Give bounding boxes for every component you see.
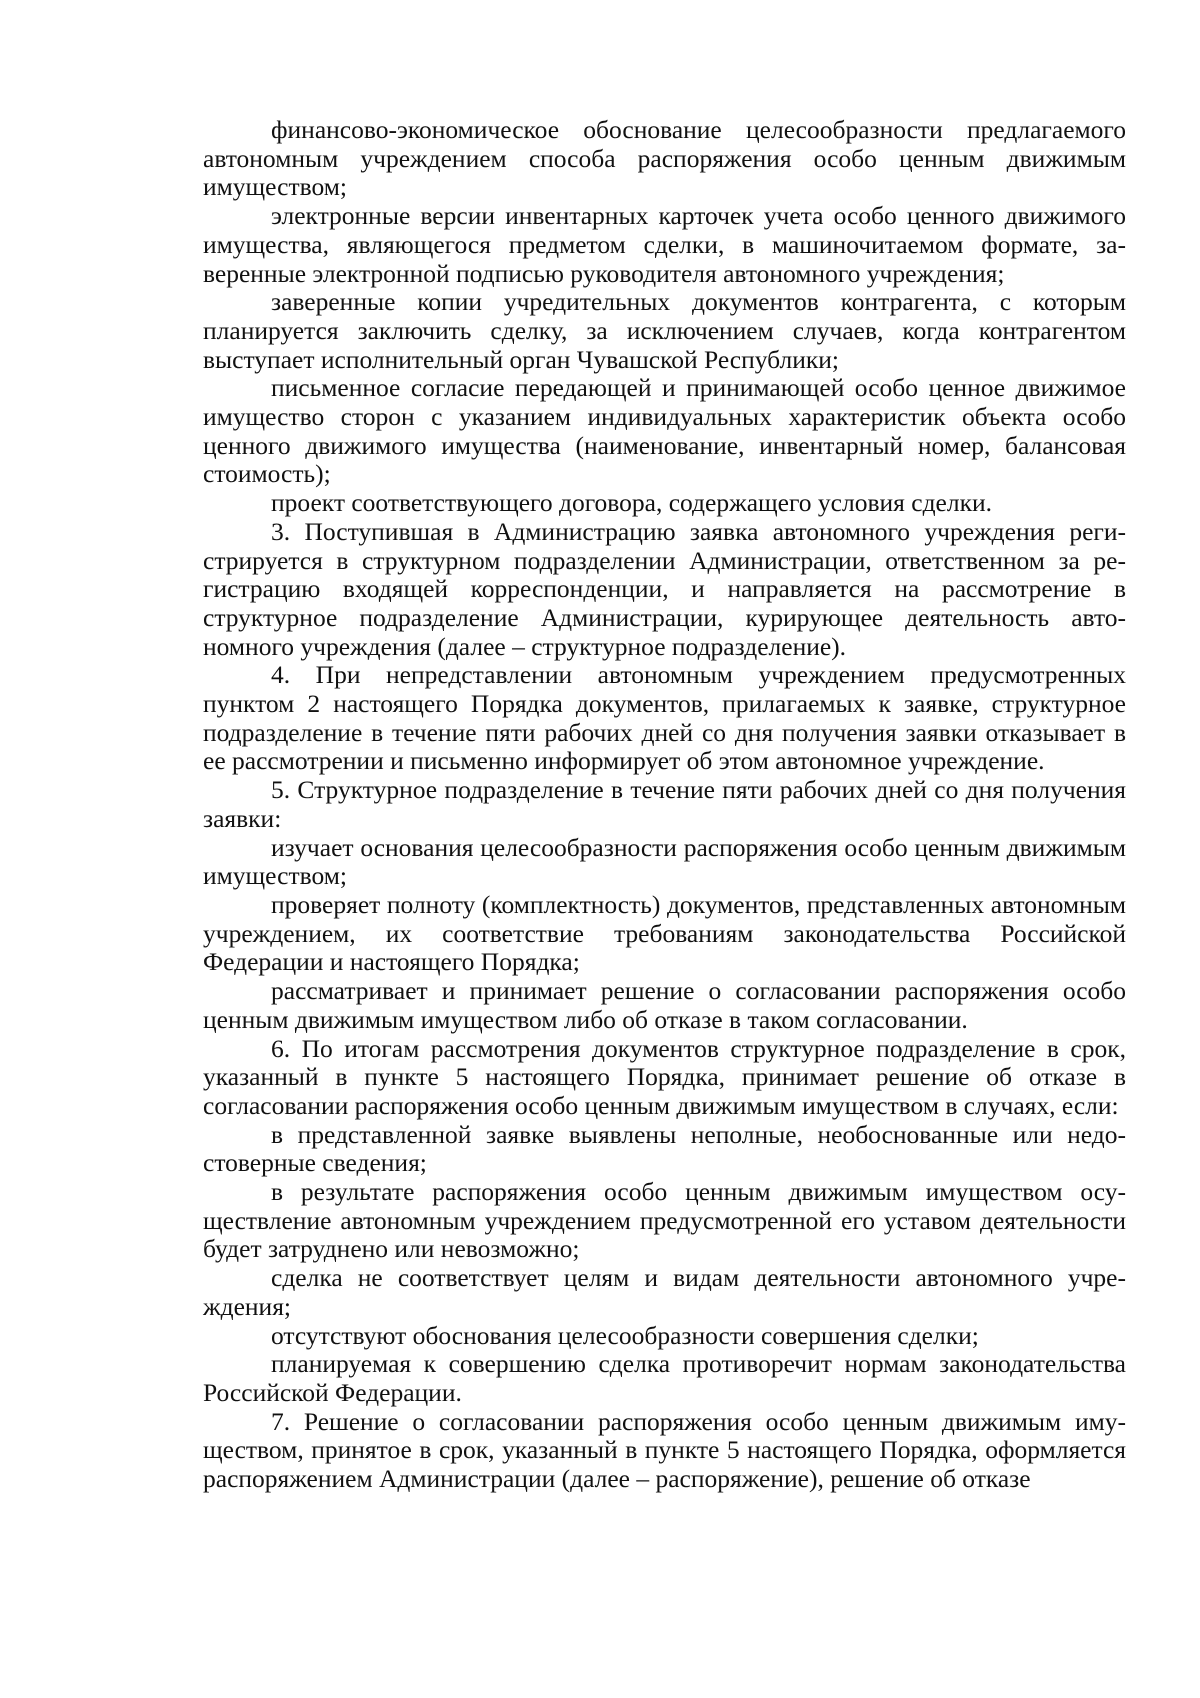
paragraph-clause-5: 5. Структурное подразделение в течение пяти рабочих дней со дня получения заявки: <box>203 775 1126 833</box>
paragraph-clause-3: 3. Поступившая в Администрацию заявка автономного учреждения регистрируется в структурном подразделении Администрации, ответственном за регистрацию входящей корреспонденции, и направляется на рассмотрение в структурное подразделение Администрации, курирующее деятельность автономного учреждения (далее – структурное подразделение). <box>203 516 1126 661</box>
paragraph-clause-7: 7. Решение о согласовании распоряжения особо ценным движимым имуществом, принятое в срок, указанный в пункте 5 настоящего Порядка, оформляется распоряжением Администрации (далее – распоряжение), решение об отказе <box>203 1406 1126 1494</box>
paragraph-clause-6: 6. По итогам рассмотрения документов структурное подразделение в срок, указанный в пункте 5 настоящего Порядка, принимает решение об отказе в согласовании распоряжения особо ценным движимым имуществом в случаях, если: <box>203 1033 1126 1120</box>
paragraph-contradicts-law: планируемая к совершению сделка противоречит нормам законодательства Российской Федерации. <box>203 1349 1126 1407</box>
paragraph-draft-contract: проект соответствующего договора, содержащего условия сделки. <box>271 488 992 518</box>
document-body <box>203 116 1126 1494</box>
paragraph-no-justification: отсутствуют обоснования целесообразности совершения сделки; <box>271 1320 979 1350</box>
paragraph-activity-hindered: в результате распоряжения особо ценным движимым имуществом осуществление автономным учреждением предусмотренной его уставом деятельности будет затруднено или невозможно; <box>203 1177 1126 1264</box>
paragraph-counterparty-documents: заверенные копии учредительных документов контрагента, с которым планируется заключить сделку, за исключением случаев, когда контрагентом выступает исполнительный орган Чувашской Республики; <box>203 287 1126 374</box>
paragraph-checks-completeness: проверяет полноту (комплектность) документов, представленных автономным учреждением, их соответствие требованиям законодательства Российской Федерации и настоящего Порядка; <box>203 889 1126 977</box>
paragraph-clause-4: 4. При непредставлении автономным учреждением предусмотренных пунктом 2 настоящего Порядка документов, прилагаемых к заявке, структурное подразделение в течение пяти рабочих дней со дня получения заявки отказывает в ее рассмотрении и письменно информирует об этом автономное учреждение. <box>203 660 1126 776</box>
paragraph-incomplete-info: в представленной заявке выявлены неполные, необоснованные или недостоверные сведения; <box>203 1119 1126 1178</box>
paragraph-studies-grounds: изучает основания целесообразности распоряжения особо ценным движимым имуществом; <box>203 832 1126 891</box>
paragraph-financial-justification: финансово-экономическое обоснование целесообразности предлагаемого автономным учреждением способа распоряжения особо ценным движимым имуществом; <box>203 115 1126 202</box>
paragraph-written-consent: письменное согласие передающей и принимающей особо ценное движимое имущество сторон с указанием индивидуальных характеристик объекта особо ценного движимого имущества (наименование, инвентарный номер, балансовая стоимость); <box>203 373 1126 489</box>
paragraph-considers-decision: рассматривает и принимает решение о согласовании распоряжения особо ценным движимым имуществом либо об отказе в таком согласовании. <box>203 976 1126 1034</box>
paragraph-goals-mismatch: сделка не соответствует целям и видам деятельности автономного учреждения; <box>203 1263 1126 1321</box>
paragraph-electronic-inventory-cards: электронные версии инвентарных карточек учета особо ценного движимого имущества, являющегося предметом сделки, в машиночитаемом формате, заверенные электронной подписью руководителя автономного учреждения; <box>203 201 1126 288</box>
